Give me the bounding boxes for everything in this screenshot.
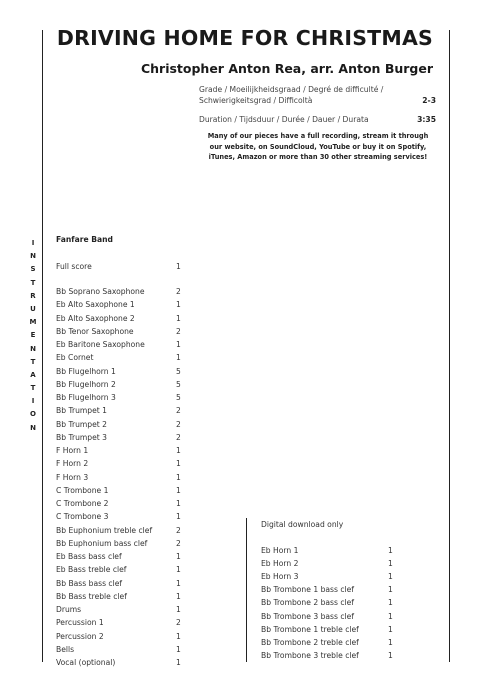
part-quantity: 1 <box>176 300 181 310</box>
grade-label-line1: Grade / Moeilijkheidsgraad / Degré de difficulté / <box>199 85 384 94</box>
side-label-letter: S <box>30 265 36 274</box>
part-quantity: 1 <box>388 624 393 634</box>
side-label-letter: A <box>30 370 36 379</box>
part-name: Eb Baritone Saxophone <box>56 340 145 349</box>
part-name: Bb Flugelhorn 1 <box>56 366 116 376</box>
streaming-notice <box>196 131 440 163</box>
part-quantity: 1 <box>176 313 181 323</box>
part-name: Bb Trumpet 2 <box>56 419 108 429</box>
side-label-letter: U <box>30 304 36 313</box>
part-quantity: 1 <box>388 546 393 555</box>
part-quantity: 1 <box>176 591 181 601</box>
side-label-letter: T <box>30 357 36 366</box>
part-name: Bb Trombone 2 treble clef <box>261 637 359 647</box>
part-quantity: 1 <box>176 340 181 349</box>
part-name: Eb Bass bass clef <box>56 552 122 561</box>
part-name: Bb Trombone 3 treble clef <box>261 650 359 660</box>
side-label-letter: O <box>30 410 36 419</box>
part-name: Bb Flugelhorn 2 <box>56 379 116 389</box>
part-quantity: 5 <box>176 393 181 402</box>
part-quantity: 1 <box>388 637 393 647</box>
part-quantity: 1 <box>388 559 393 569</box>
part-name: Bells <box>56 644 75 654</box>
part-name: Bb Euphonium bass clef <box>56 538 148 548</box>
part-quantity: 1 <box>176 658 181 667</box>
part-name: Bb Trombone 1 treble clef <box>261 624 359 634</box>
part-name: Percussion 1 <box>56 618 104 628</box>
part-quantity: 1 <box>388 585 393 595</box>
part-name: Full score <box>56 262 92 271</box>
side-label-letter: M <box>29 318 37 327</box>
instrumentation-side-label <box>26 237 40 435</box>
part-name: Vocal (optional) <box>56 658 116 667</box>
notice-line: Many of our pieces have a full recording, stream it through <box>207 132 429 140</box>
part-quantity: 2 <box>176 618 181 628</box>
grade-label-line2: Schwierigkeitsgrad / Difficoltà <box>199 96 313 105</box>
part-quantity: 1 <box>176 644 181 654</box>
part-quantity: 1 <box>176 565 181 575</box>
duration-value: 3:35 <box>417 115 436 124</box>
part-quantity: 1 <box>176 605 181 614</box>
part-name: Bb Euphonium treble clef <box>56 525 153 535</box>
part-name: Bb Trumpet 3 <box>56 432 108 442</box>
part-quantity: 1 <box>388 611 393 621</box>
left-border-line <box>42 30 43 662</box>
part-quantity: 1 <box>176 552 181 561</box>
part-name: F Horn 2 <box>56 459 89 469</box>
part-name: Bb Trombone 3 bass clef <box>261 611 355 621</box>
part-quantity: 1 <box>176 353 181 363</box>
part-name: Percussion 2 <box>56 631 104 641</box>
duration-label: Duration / Tijdsduur / Durée / Dauer / Durata <box>199 115 369 124</box>
notice-line: our website, on SoundCloud, YouTube or buy it on Spotify, <box>209 142 427 151</box>
side-label-letter: I <box>31 397 35 406</box>
part-quantity: 2 <box>176 432 181 442</box>
part-name: Bb Trombone 2 bass clef <box>261 598 355 608</box>
part-quantity: 5 <box>176 379 181 389</box>
part-name: Eb Horn 1 <box>261 546 299 555</box>
part-quantity: 1 <box>176 262 181 271</box>
part-quantity: 1 <box>176 499 181 508</box>
page-title: DRIVING HOME FOR CHRISTMAS <box>56 26 433 50</box>
side-label-letter: N <box>30 252 36 261</box>
part-name: Bb Soprano Saxophone <box>56 287 145 296</box>
part-quantity: 2 <box>176 406 181 416</box>
part-name: Bb Trombone 1 bass clef <box>261 585 355 595</box>
part-quantity: 2 <box>176 538 181 548</box>
part-quantity: 2 <box>176 525 181 535</box>
notice-line: iTunes, Amazon or more than 30 other streaming services! <box>208 153 428 161</box>
part-quantity: 1 <box>176 485 181 495</box>
part-quantity: 5 <box>176 366 181 376</box>
part-quantity: 1 <box>176 578 181 588</box>
part-name: C Trombone 1 <box>56 485 109 495</box>
side-label-letter: N <box>30 423 36 432</box>
part-name: Eb Alto Saxophone 1 <box>56 300 135 310</box>
side-label-letter: N <box>30 344 36 353</box>
part-quantity: 2 <box>176 326 181 336</box>
part-quantity: 1 <box>176 631 181 641</box>
part-quantity: 1 <box>388 598 393 608</box>
right-border-line <box>449 30 450 662</box>
part-name: C Trombone 2 <box>56 499 109 508</box>
part-name: F Horn 1 <box>56 446 89 455</box>
part-name: Bb Trumpet 1 <box>56 406 108 416</box>
grade-value: 2-3 <box>422 96 436 105</box>
composer-credit: Christopher Anton Rea, arr. Anton Burger <box>140 61 433 76</box>
part-name: C Trombone 3 <box>56 512 109 522</box>
part-name: Bb Bass bass clef <box>56 578 123 588</box>
part-name: Eb Horn 2 <box>261 559 299 569</box>
side-label-letter: E <box>30 331 36 340</box>
part-name: F Horn 3 <box>56 472 89 482</box>
digital-heading: Digital download only <box>261 520 344 529</box>
part-name: Eb Alto Saxophone 2 <box>56 313 135 323</box>
section-title: Fanfare Band <box>56 235 113 244</box>
part-quantity: 1 <box>388 650 393 660</box>
part-quantity: 1 <box>388 572 393 582</box>
part-name: Bb Flugelhorn 3 <box>56 393 116 402</box>
part-name: Eb Cornet <box>56 353 94 363</box>
part-quantity: 2 <box>176 419 181 429</box>
part-name: Bb Bass treble clef <box>56 591 127 601</box>
digital-divider-line <box>246 518 247 662</box>
part-name: Eb Horn 3 <box>261 572 299 582</box>
part-quantity: 2 <box>176 287 181 296</box>
part-quantity: 1 <box>176 459 181 469</box>
part-quantity: 1 <box>176 512 181 522</box>
part-name: Bb Tenor Saxophone <box>56 326 134 336</box>
part-quantity: 1 <box>176 446 181 455</box>
side-label-letter: T <box>30 278 36 287</box>
part-name: Drums <box>56 605 82 614</box>
part-name: Eb Bass treble clef <box>56 565 127 575</box>
part-quantity: 1 <box>176 472 181 482</box>
side-label-letter: R <box>30 291 36 300</box>
side-label-letter: I <box>31 239 35 247</box>
side-label-letter: T <box>30 384 36 393</box>
